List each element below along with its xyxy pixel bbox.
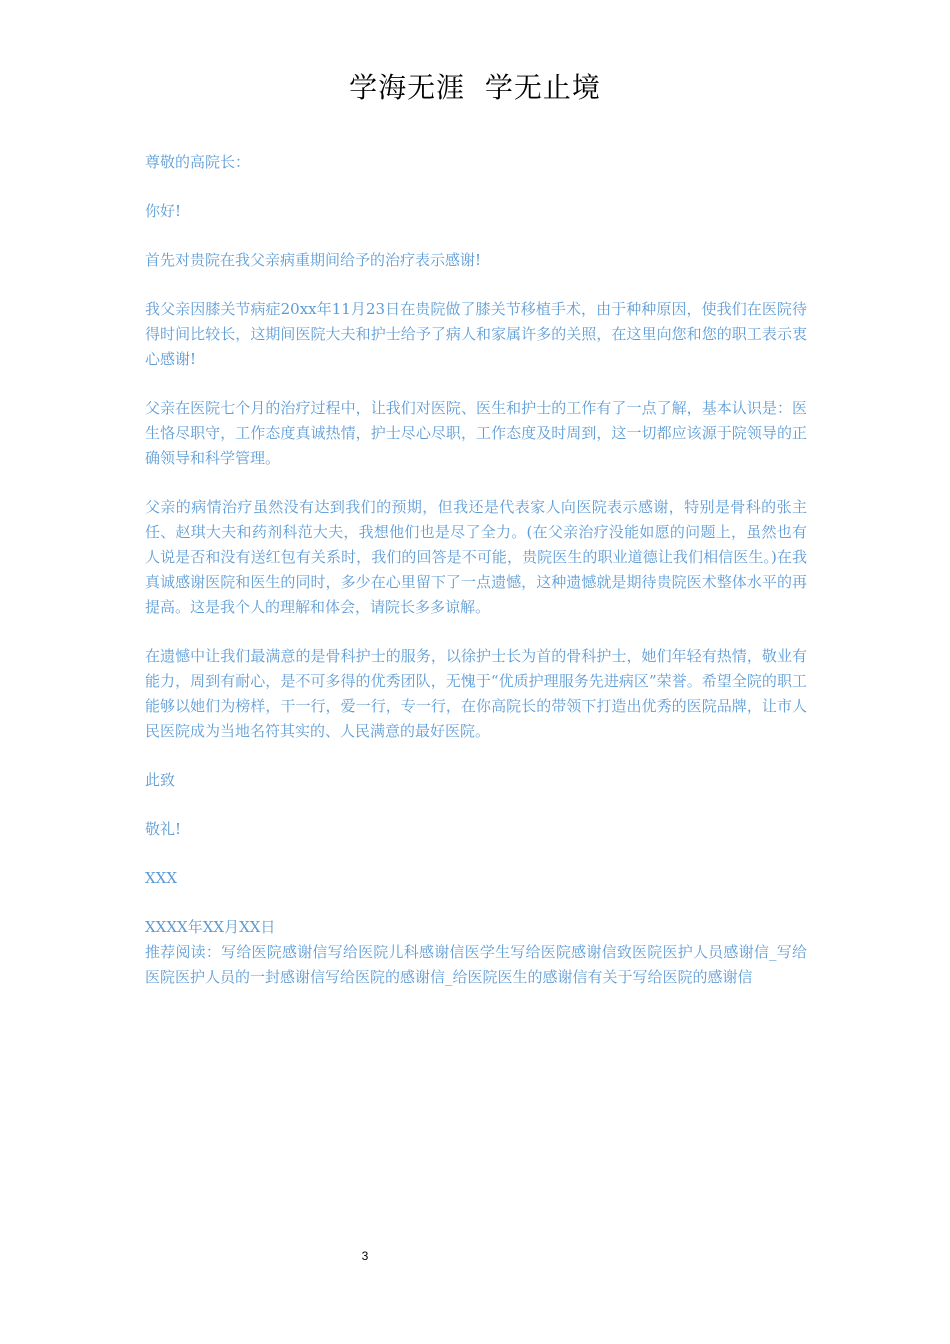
signature: XXX bbox=[145, 869, 178, 887]
regards: 敬礼! bbox=[145, 820, 182, 838]
paragraph-5: 在遗憾中让我们最满意的是骨科护士的服务，以徐护士长为首的骨科护士，她们年轻有热情，敬业有能力，周到有耐心，是不可多得的优秀团队，无愧于“优质护理服务先进病区”荣誉。希望全院的职工能够以她们为榜样，干一行，爱一行，专一行，在你高院长的带领下打造出优秀的医院品牌，让市人民医院成为当地名符其实的、人民满意的最好医院。 bbox=[145, 647, 807, 740]
greeting: 你好! bbox=[145, 202, 182, 220]
closing: 此致 bbox=[145, 771, 176, 789]
paragraph-2: 我父亲因膝关节病症20xx年11月23日在贵院做了膝关节移植手术，由于种种原因，使我们在医院待得时间比较长，这期间医院大夫和护士给予了病人和家属许多的关照，在这里向您和您的职工表示衷心感谢! bbox=[145, 300, 807, 368]
salutation: 尊敬的高院长： bbox=[145, 153, 251, 171]
paragraph-4: 父亲的病情治疗虽然没有达到我们的预期，但我还是代表家人向医院表示感谢，特别是骨科的张主任、赵琪大夫和药剂科范大夫，我想他们也是尽了全力。(在父亲治疗没能如愿的问题上，虽然也有人说是否和没有送红包有关系时，我们的回答是不可能，贵院医生的职业道德让我们相信医生。)在我真诚感谢医院和医生的同时，多少在心里留下了一点遗憾，这种遗憾就是期待贵院医术整体水平的再提高。这是我个人的理解和体会，请院长多多谅解。 bbox=[145, 498, 807, 616]
paragraph-1: 首先对贵院在我父亲病重期间给予的治疗表示感谢! bbox=[145, 251, 482, 269]
page-number: 3 bbox=[361, 1249, 369, 1263]
letter-body bbox=[145, 150, 807, 990]
page-header-title: 学海无涯 学无止境 bbox=[349, 71, 601, 104]
letter-date: XXXX年XX月XX日 bbox=[145, 918, 276, 936]
recommended-reading: 推荐阅读：写给医院感谢信写给医院儿科感谢信医学生写给医院感谢信致医院医护人员感谢信_写给医院医护人员的一封感谢信写给医院的感谢信_给医院医生的感谢信有关于写给医院的感谢信 bbox=[145, 943, 807, 986]
paragraph-3: 父亲在医院七个月的治疗过程中，让我们对医院、医生和护士的工作有了一点了解，基本认识是：医生恪尽职守，工作态度真诚热情，护士尽心尽职，工作态度及时周到，这一切都应该源于院领导的正确领导和科学管理。 bbox=[145, 399, 807, 467]
